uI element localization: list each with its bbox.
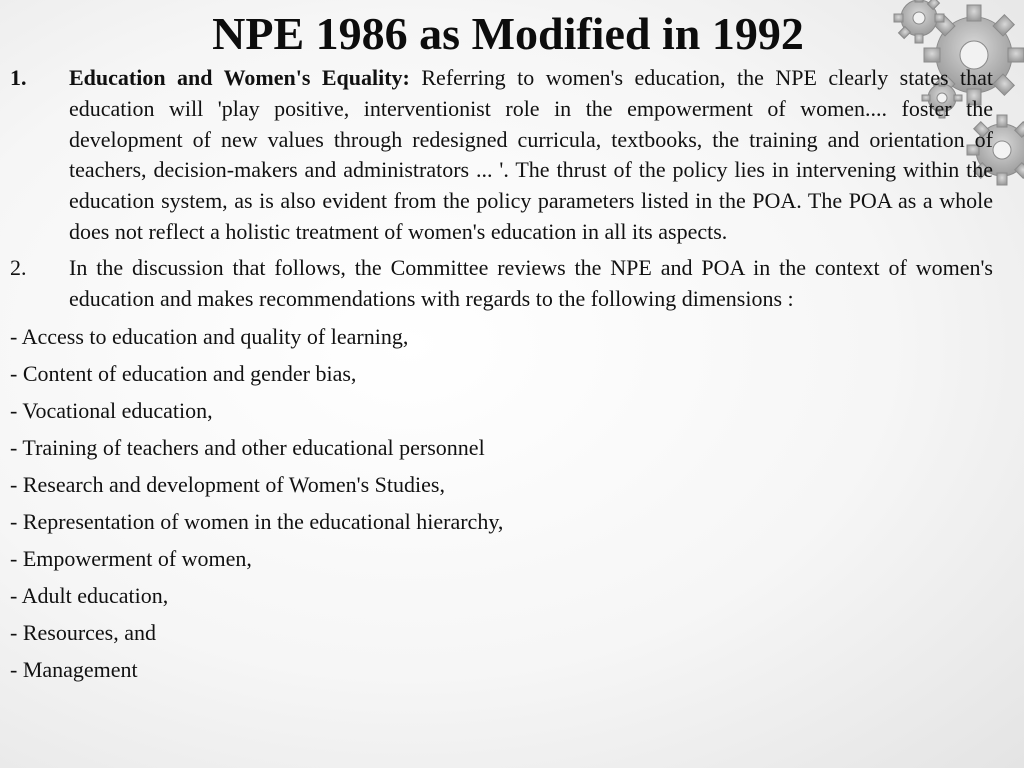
dimension-item: - Representation of women in the educational hierarchy, <box>10 508 504 534</box>
item-lead: Education and Women's Equality: <box>69 65 410 90</box>
dimensions-list <box>10 319 993 688</box>
dimension-item: - Research and development of Women's Studies, <box>10 472 445 497</box>
dimension-item: - Training of teachers and other educational personnel <box>10 435 485 461</box>
dimension-item: - Empowerment of women, <box>10 545 252 571</box>
dimension-item: - Access to education and quality of learning, <box>10 324 409 350</box>
page-title: NPE 1986 as Modified in 1992 <box>212 8 804 59</box>
list-item <box>10 253 993 315</box>
dimension-item: - Adult education, <box>10 582 169 608</box>
list-item <box>10 63 993 248</box>
dimension-item: - Vocational education, <box>10 398 213 424</box>
item-text: Referring to women's education, the NPE clearly states that education will 'play positive, interventionist role in the empowerment of women.... foster the development of new values through redesigned curricula, textbooks, the training and orientation of teachers, decision-makers and administrators ... '. The thrust of the policy lies in intervening within the education system, as is also evident from the policy parameters listed in the POA. The POA as a whole does not reflect a holistic treatment of women's education in all its aspects. <box>69 65 994 244</box>
item-number: 2. <box>10 254 27 280</box>
item-number: 1. <box>10 65 27 90</box>
item-text: In the discussion that follows, the Committee reviews the NPE and POA in the context of women's education and makes recommendations with regards to the following dimensions : <box>69 254 993 311</box>
dimension-item: - Management <box>10 656 138 682</box>
slide-content <box>10 63 993 688</box>
dimension-item: - Content of education and gender bias, <box>10 361 357 387</box>
dimension-item: - Resources, and <box>10 619 157 645</box>
